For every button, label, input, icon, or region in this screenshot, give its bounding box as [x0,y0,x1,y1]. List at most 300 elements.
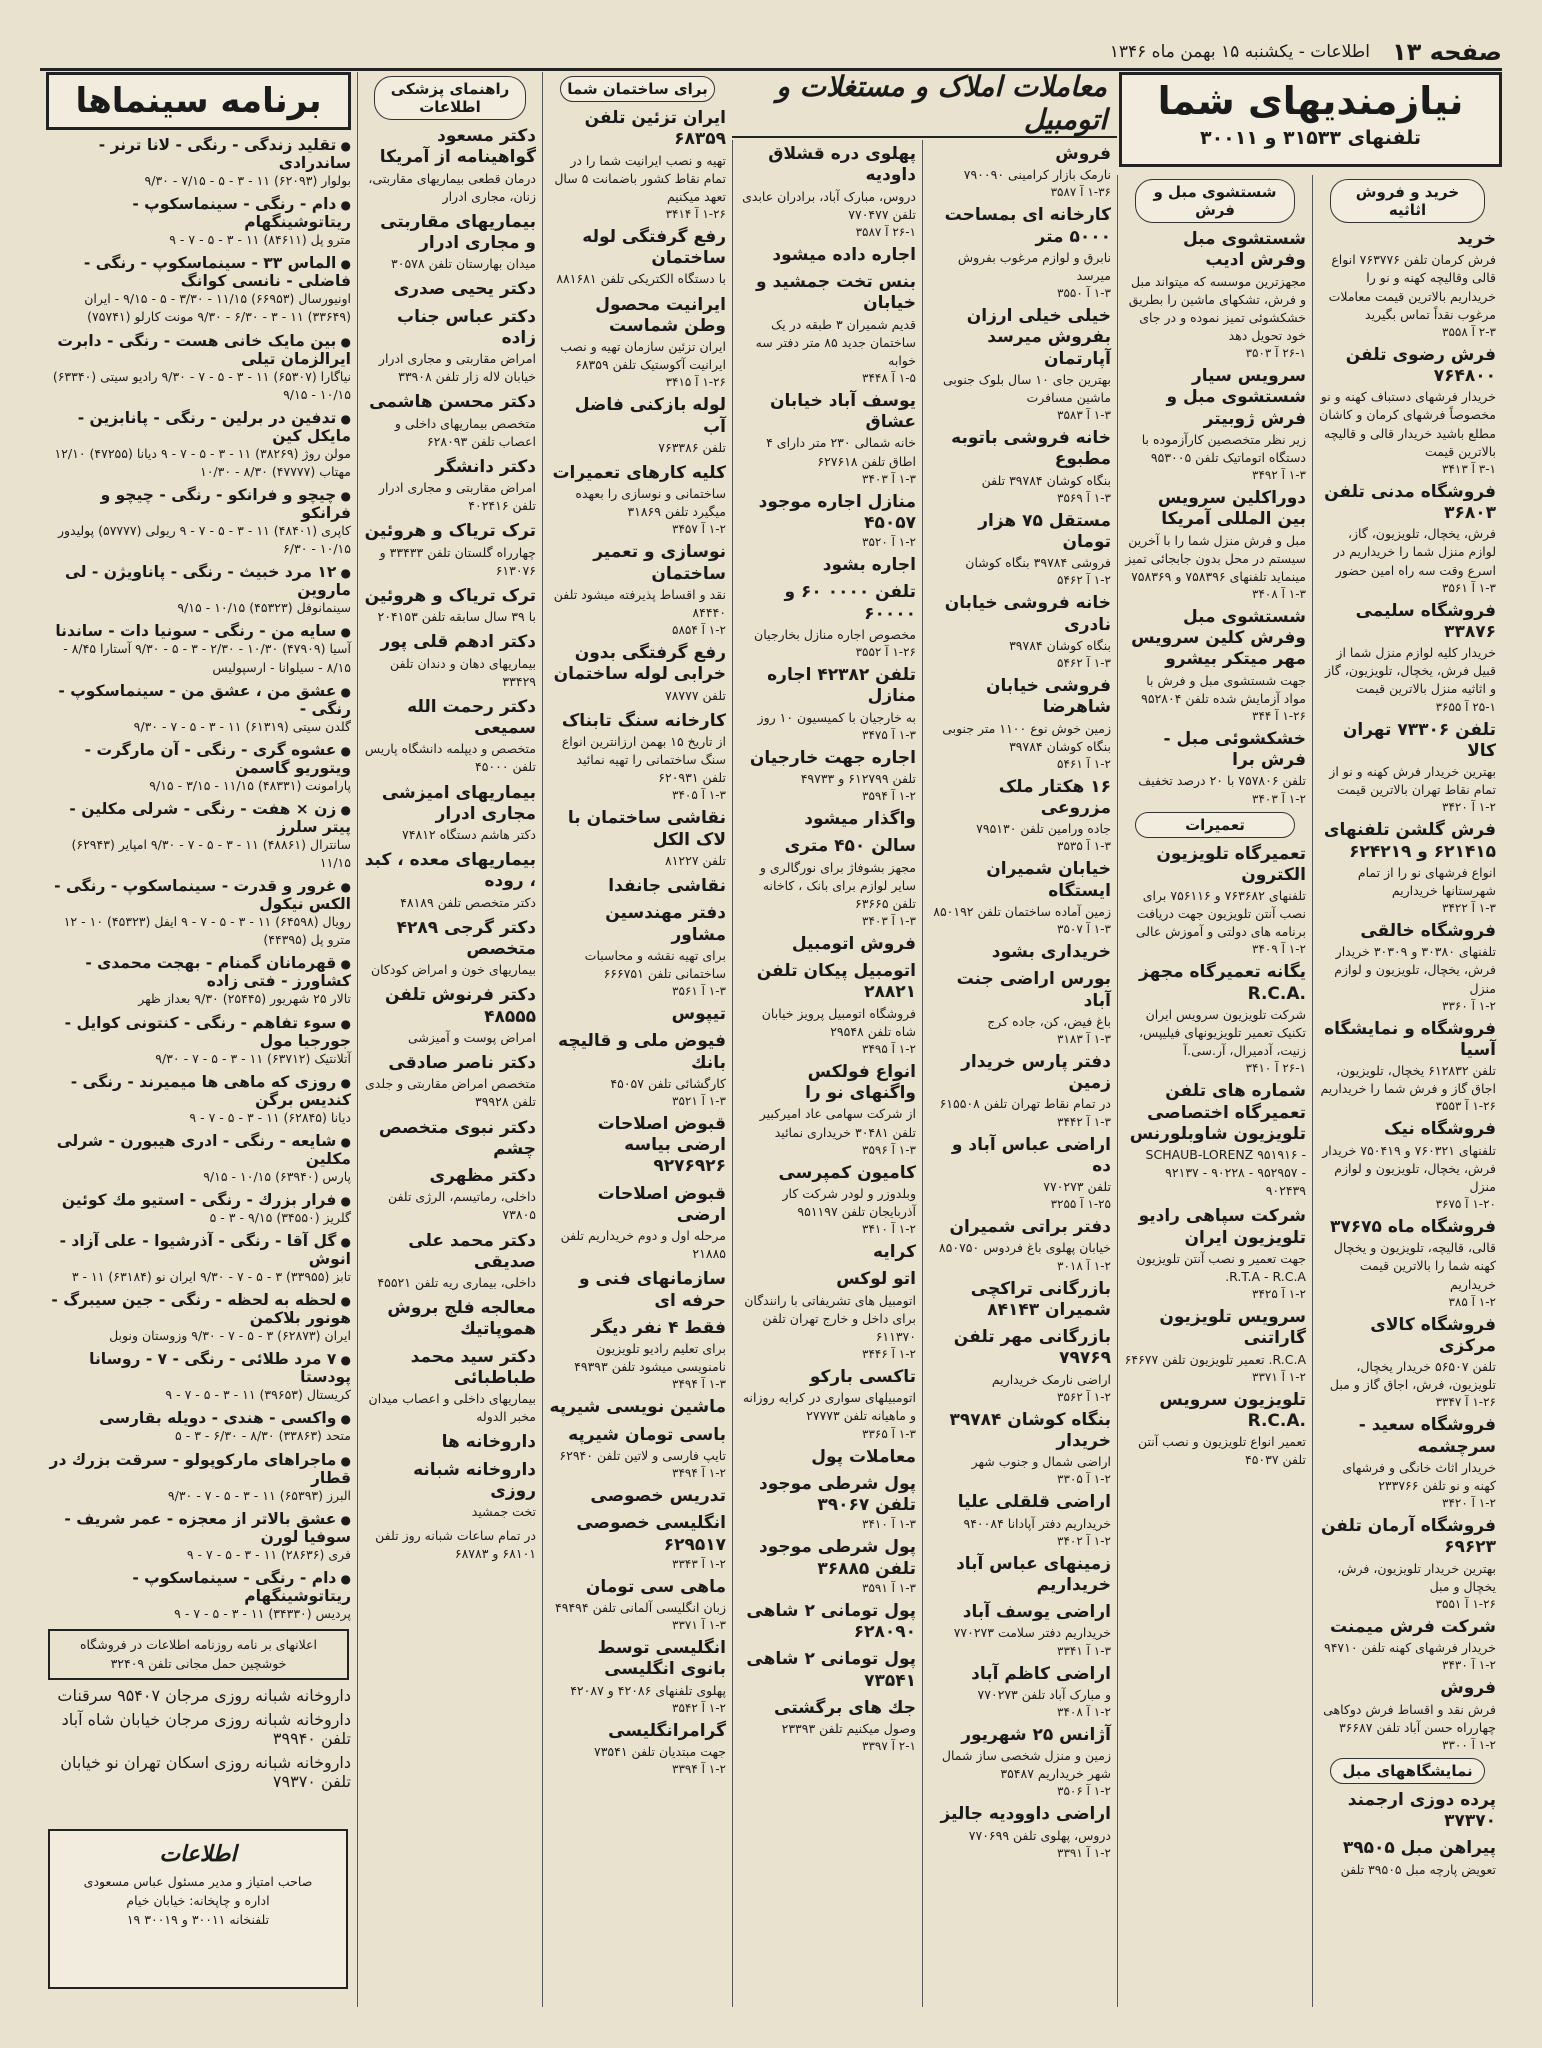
ad-text: دروس، پهلوی تلفن ۷۷۰۶۹۹ [968,1827,1111,1843]
ad-text: نقد و اقساط پذیرفته میشود تلفن ۸۴۴۴۰ [553,586,726,620]
film-showtimes: سانترال (۴۸۸۶۱) ۱۱ - ۳ - ۵ - ۷ - ۹/۳۰ امپایر (۶۲۹۴۳) ۱۱/۱۵ [71,836,351,870]
ad-title: کارخانه سنگ تابناک [561,710,726,731]
ad-text: خانه شمالی ۲۳۰ متر دارای ۴ اطاق تلفن ۶۲۷۶۱۸ [766,435,916,469]
ad-title: اجاره بشود [822,555,916,576]
classified-ad [549,1721,726,1776]
classified-ad [739,1269,916,1361]
film-showtimes: رویال (۶۴۵۹۸) ۱۱ - ۳ - ۵ - ۷ - ۹ ایفل (۴۵۳۲۳) ۱۰ - ۱۲ مترو پل (۴۴۳۹۵) [63,914,351,948]
ad-text: ساختمانی و نوسازی را بعهده میگیرد تلفن ۳۱۸۶۹ [575,486,726,520]
classified-ad [739,665,916,742]
ad-text: از شرکت سهامی عاد امیرکبیر تلفن ۳۰۴۸۱ خریداری نمائید [759,1106,916,1140]
ad-code: ۱-۳ آ ۳۵۶۹ [1057,490,1111,505]
ad-code: ۱-۲ آ ۳۴۰۸ [1057,1704,1111,1719]
ad-title: تیپوس [671,1004,726,1024]
classified-ad [1319,720,1496,815]
film-showtimes: پردیس (۳۴۳۳۰) ۱۱ - ۳ - ۵ - ۷ - ۹ [174,1605,351,1621]
realestate-title: معاملات املاک و مستغلات و اتومبیل [732,70,1117,138]
ad-code: ۱-۲ آ ۳۴۹۵ [862,1041,916,1056]
ad-text: امراض مقاربتی و مجاری ادرار خیابان لاله زار تلفن ۳۳۹۰۸ [378,351,536,385]
ad-text: نارمک بازار کرامینی ۷۹۰۰۹۰ [963,167,1111,183]
ad-code: ۱-۳۶ آ ۳۵۸۷ [1050,185,1111,200]
classified-ad [549,1269,726,1312]
classified-ad [364,850,536,912]
classified-ad [549,1425,726,1480]
classified-ad [1124,366,1306,482]
ad-title: تدریس خصوصی [590,1486,726,1506]
ad-text: تلفن ۶۱۲۸۳۲ یخچال، تلویزیون، اجاق گاز و فرش شما را خریداریم [1320,1063,1496,1097]
ad-title: بازرگانی مهر تلفن ۷۹۷۶۹ [953,1327,1111,1369]
ad-text: فرش کرمان تلفن ۷۶۳۷۷۶ انواع قالی وقالیچه کهنه و نو را خریداریم بالاترین قیمت معاملات مرغوب نقداً تماس بگیرید [1328,252,1496,322]
classified-ad [739,555,916,576]
section-heading: شستشوی مبل و فرش [1135,179,1294,223]
classified-ad [929,1492,1111,1547]
classified-ad [364,457,536,516]
classified-ad [739,391,916,486]
ad-text: تلفن ۷۷۰۲۷۳ [1043,1179,1111,1194]
ad-text: برای تهیه نقشه و محاسبات ساختمانی تلفن ۶۶۶۷۵۱ [584,947,726,981]
page-header [40,38,1502,66]
ad-title: اراضی داوودیه جالیز [940,1804,1111,1825]
ad-text: تهیه و نصب ایرانیت شما را در تمام نقاط کشور باضمانت ۵ سال تعهد میکنیم [554,152,726,204]
classified-ad [364,632,536,691]
ad-text: در تمام نقاط تهران تلفن ۶۱۵۵۰۸ [939,1096,1111,1112]
ad-title: فروشگاه سعید - سرچشمه [1358,1415,1496,1457]
ad-code: ۱-۲ آ ۳۵۶۲ [1057,1389,1111,1404]
ad-code: ۱-۲ آ ۳۴۹۴ [672,1466,726,1480]
ad-title: تلفن ۷۳۳۰۶ تهران کالا [1342,719,1496,761]
ad-title: جك های برگشتی [774,1697,916,1718]
ad-code: ۱-۳ آ ۳۴۹۲ [1252,468,1306,482]
classified-ad [549,227,726,289]
ad-code: ۱-۲ آ ۳۴۰۳ [1252,791,1306,806]
notice-box: اعلانهای بر نامه روزنامه اطلاعات در فروشگاه خوشچین حمل مجانی تلفن ۳۲۴۰۹ [48,1629,349,1681]
classified-ad [929,969,1111,1046]
film-title: ● غرور و قدرت - سینماسکوپ - رنگی - الکس نیکول [46,877,351,913]
ad-code: ۱-۲ آ ۳۴۲۵ [1252,1287,1306,1302]
classified-ad [929,676,1111,771]
ad-code: ۱-۳ آ ۳۵۶۱ [672,984,726,998]
ad-title: لوله بازکنی فاضل آب [574,395,726,437]
ad-title: بیماریهای مقاربتی و مجاری ادرار [380,211,536,253]
classified-ad [549,1184,726,1264]
classified-ad [1124,607,1306,723]
classified-ad [739,836,916,928]
classified-ad [1124,1307,1306,1384]
ad-title: دفتر براتی شمیران [949,1217,1111,1238]
cinema-listing [46,1350,351,1404]
cinema-listing [46,332,351,404]
ad-title: انگلیسی خصوصی ۶۲۹۵۱۷ [576,1513,726,1555]
ad-title: فروشگاه ماه ۳۷۶۷۵ [1330,1217,1496,1237]
ad-title: فیوض ملی و قالیچه بانك [558,1031,726,1073]
cinema-listing [46,1191,351,1227]
ad-text: زمین و منزل شخصی ساز شمال شهر خریداریم ۳۵۴۸۷ [941,1748,1111,1782]
ad-text: اتومبیلهای سواری در کرایه روزانه و ماهیانه تلفن ۲۷۷۷۳ [742,1390,916,1424]
ad-title: پرده دوزی ارجمند ۳۷۳۷۰ [1347,1789,1496,1831]
ad-text: جاده ورامین تلفن ۷۹۵۱۳۰ [976,821,1111,837]
ad-text: دکتر هاشم دستگاه ۷۴۸۱۲ [402,827,536,842]
column-building [542,72,732,2007]
ad-title: انواع فولکس واگنهای نو را [805,1061,916,1104]
ad-title: بنگاه کوشان ۳۹۷۸۴ خریدار [949,1409,1111,1451]
cinema-listing [46,409,351,481]
ad-title: بیماریهای امیزشی مجاری ادرار [381,782,536,824]
classified-ad [1319,482,1496,595]
classified-ad [549,1397,726,1418]
ad-title: خرید [1456,229,1496,249]
ad-code: ۱-۳ آ ۳۳۴۱ [1057,1643,1111,1658]
film-showtimes: فری (۲۸۶۳۶) ۱۱ - ۳ - ۵ - ۷ - ۹ [186,1546,351,1562]
ad-text: اتومبیل های تشریفاتی با رانندگان برای داخل و خارج تهران تلفن ۶۱۱۳۷۰ [744,1292,916,1344]
classified-ad [739,961,916,1056]
ad-code: ۱-۲۶ آ ۳۵۵۲ [855,645,916,659]
ad-title: دکتر نبوی متخصص چشم [378,1117,536,1159]
classified-ad [929,1327,1111,1404]
ad-text: SCHAUB-LORENZ ۹۵۱۹۱۶ - ۹۲۱۳۷ - ۹۰۲۲۸ - ۹۵۲۹۵۷ - ۹۰۲۴۳۹ [1145,1147,1306,1199]
banner-phones: تلفنهای ۳۱۵۳۳ و ۳۰۰۱۱ [1199,127,1422,149]
column-buy-sell [1312,175,1502,2007]
ad-text: تعمیر انواع تلویزیون و نصب آنتن تلفن ۴۵۰۳۷ [1137,1434,1306,1468]
classified-ad [739,809,916,830]
ad-title: مستقل ۷۵ هزار تومان [978,510,1111,552]
classified-ad [739,1163,916,1237]
film-showtimes: مترو پل (۸۴۶۱۱) ۱۱ - ۳ - ۵ - ۷ - ۹ [169,232,351,248]
ad-text: مبل و فرش منزل شما را با آخرین سیستم در محل بدون جابجائی تمیز مینماید تلفنهای ۷۵۸۳۹۶ و ۷۵۸۳۶۹ [1125,532,1306,584]
ad-text: قالی، قالیچه، تلویزیون و یخچال کهنه شما را بالاترین قیمت خریداریم [1333,1240,1496,1292]
section-heading: راهنمای پزشکی اطلاعات [374,76,525,120]
cinema-listing [46,1232,351,1286]
ad-title: سرویس سیار شستشوی مبل و فرش ژوبیتر [1166,366,1306,429]
classified-ad [739,1649,916,1692]
ad-text: بیماریهای دهان و دندان تلفن ۳۳۴۲۹ [390,655,536,689]
classified-ad [1319,1119,1496,1211]
ad-title: بازرگانی تراکچی شمیران ۸۴۱۴۳ [970,1278,1111,1320]
classified-ad [1319,921,1496,1013]
column-medical [357,72,542,2007]
ad-text: بنگاه کوشان ۳۹۷۸۴ تلفن [981,472,1111,488]
cinema-listing [46,195,351,249]
ad-title: فرش گلشن تلفنهای ۶۲۱۴۱۵ و ۶۲۴۲۱۹ [1323,820,1496,862]
publication-line: اطلاعات - یکشنبه ۱۵ بهمن ماه ۱۳۴۶ [1109,42,1371,62]
ad-text: R.C.A. تعمیر تلویزیون تلفن ۶۴۶۷۷ [1124,1351,1306,1367]
ad-text: تایپ فارسی و لاتین تلفن ۶۲۹۴۰ [559,1447,726,1463]
ad-text: خریداریم دفتر سلامت ۷۷۰۲۷۳ [953,1625,1111,1641]
ad-code: ۱-۲ آ ۳۴۵۷ [672,522,726,537]
ad-text: جهت تعمیر و نصب آنتن تلویزیون R.T.A - R.C.A. [1136,1250,1306,1284]
realestate-title-block [732,72,1117,136]
ad-text: اراضی شمال و جنوب شهر [971,1454,1111,1470]
ad-code: ۲۶-۱ آ ۳۵۰۳ [1245,346,1306,360]
ad-title: دفتر مهندسین مشاور [605,903,726,945]
ad-text: بهترین جای ۱۰ سال بلوک جنوبی ماشین مسافرت [942,371,1111,405]
ad-title: دکتر ناصر صادقی [388,1053,536,1073]
ad-title: پیراهن مبل ۳۹۵۰۵ [1342,1838,1496,1859]
classified-ad [929,205,1111,300]
ad-code: ۱-۲۶ آ ۳۳۴۷ [1435,1395,1496,1410]
film-title: ● ۱۲ مرد خبیث - رنگی - پاناویژن - لی ماروین [46,563,351,599]
ad-text: دروس، مبارک آباد، برادران عابدی تلفن ۷۷۰۴۷۷ [742,188,916,222]
ad-title: اراضی کاظم آباد [971,1663,1111,1684]
ad-code: ۱-۲ آ ۵۴۶۲ [1057,573,1111,588]
ad-title: فروشگاه آرمان تلفن ۶۹۶۲۳ [1320,1516,1496,1558]
classified-ad [739,1474,916,1532]
film-title: ● فرار بزرك - رنگی - استیو مك كوئین [46,1191,351,1209]
film-title: ● بین مایک خانی هست - رنگی - دابرت ایرالزمان تیلی [46,332,351,368]
ad-title: فروشگاه نیک [1384,1119,1496,1140]
ad-text: مخصوص اجاره منازل بخارجیان [754,626,916,642]
ad-code: ۱-۲۶ آ ۳۵۵۳ [1435,1099,1496,1114]
classified-ad [364,1347,536,1427]
classified-ad [739,1242,916,1263]
classified-ad [364,212,536,274]
ad-text: پهلوی تلفنهای ۴۲۰۸۶ و ۴۲۰۸۷ [570,1682,726,1698]
ad-code: ۱-۳ آ ۳۵۵۰ [1057,286,1111,301]
ad-title: فروشگاه خالقی [1360,921,1496,941]
ad-text: مجهز بشوفاژ برای نورگالری و سایر لوازم برای بانک ، کاخانه تلفن ۶۳۶۶۵ [759,859,916,911]
ad-text: جهت شستشوی مبل و فرش با مواد آزمایش شده تلفن ۹۵۲۸۰۴ [1141,672,1306,706]
ad-title: معاملات پول [811,1446,916,1467]
classified-ad [364,586,536,626]
cinema-listing [46,1569,351,1623]
classified-ad [739,748,916,803]
ad-title: اتومبیل پیکان تلفن ۲۸۸۲۱ [756,961,916,1003]
ad-code: ۱-۳ آ ۳۴۰۳ [862,913,916,928]
ad-title: دکتر محمد علی صدیقی [408,1230,536,1272]
ad-title: کارخانه ای بمساحت ۵۰۰۰ متر [944,205,1111,247]
ad-text: زیر نظر متخصصین کارآزموده با دستگاه اتوماتیک تلفن ۹۵۳۰۰۵ [1141,431,1306,465]
ad-text: بیماریهای داخلی و اعصاب میدان مخبر الدوله [368,1391,536,1425]
ad-title: دکتر رحمت الله سمیعی [407,696,536,738]
classified-ad [1124,844,1306,957]
ad-code: ۱-۲ آ ۳۵۴۲ [672,1700,726,1715]
classified-ad [929,942,1111,963]
cinema-listing [46,741,351,795]
classified-ad [739,582,916,659]
ad-title: دکتر گرجی ۴۲۸۹ متخصص [396,917,536,959]
cinema-listing [46,1291,351,1345]
ad-title: تلفن ۴۲۳۸۲ اجاره منازل [767,665,916,707]
film-showtimes: آسیا (۴۷۹۰۹) ۱۰/۳۰ - ۲/۳۰ - ۳ - ۵ - ۹/۳۰ آستارا ۸/۴۵ - ۸/۱۵ - سیلوانا - ارسپولیس [63,641,351,675]
ad-text: از تاریخ ۱۵ بهمن ارزانترین انواع سنگ ساختمانی را تهیه نمائید تلفن ۶۲۰۹۳۱ [561,734,726,786]
ad-text: درمان قطعی بیماریهای مقاربتی، زنان، مجاری ادرار [368,170,536,204]
masthead-lines [60,1873,336,1929]
classified-ad [1319,1790,1496,1833]
ad-code: ۱-۲ آ ۳۳۷۱ [1252,1369,1306,1384]
film-showtimes: کریستال (۳۹۶۵۳) ۱۱ - ۳ - ۵ - ۷ - ۹ [165,1387,351,1403]
ad-title: تلفن ۰۰۰۰ ۶۰ و ۶۰۰۰۰ [784,582,916,624]
ad-title: تلویزیون سرویس .R.C.A [1159,1389,1306,1431]
ad-title: سرویس تلویزیون گاراتنی [1159,1307,1306,1349]
ad-code: ۱-۲۰ آ ۳۶۷۵ [1435,1197,1496,1211]
ad-title: ترک تریاک و هروئین [364,521,536,542]
classified-ad [739,245,916,266]
ad-title: فروش اتومبیل [791,933,916,954]
ad-code: ۱-۲۶ آ ۳۴۱۵ [665,375,726,390]
ad-text: ایران تزئین سازمان تهیه و نصب ایرانیت آکوستیک تلفن ۶۸۳۵۹ [560,339,726,373]
cinema-listing [46,1073,351,1127]
classified-ad [929,1554,1111,1597]
ad-title: نقاشی جانفدا [608,876,726,896]
film-title: ● سوء تفاهم - رنگی - کنتونی کوایل - جورجیا مول [46,1014,351,1050]
classified-ad [1319,1617,1496,1672]
ad-text: خریدار فرشهای دستباف کهنه و نو مخصوصاً فرشهای کرمان و کاشان مطلع باشید خریدار قالی و قالیچه بالاترین قیمت [1319,389,1496,459]
classified-ad [549,643,726,705]
film-title: ● عشوه گری - رنگی - آن مارگرت - ویتوریو گاسمن [46,741,351,777]
classified-ad [929,1804,1111,1859]
classified-ad [1319,1678,1496,1752]
ad-title: نقاشی ساختمان با لاک الکل [567,808,726,850]
ad-title: ایرانیت محصول وطن شماست [595,294,726,336]
cinema-listing [46,1132,351,1186]
ad-title: شماره های تلفن تعمیرگاه اختصاصی تلویزیون شاوبلورنس [1129,1081,1306,1144]
section-heading: برای ساختمان شما [560,76,715,102]
classified-ad [929,144,1111,199]
ad-text: تلفنهای ۳۰۳۸۰ و ۳۰۳۰۹ خریدار فرش، یخچال، تلویزیون و لوازم منزل [1334,944,1496,996]
ad-code: ۱-۲ آ ۵۸۵۴ [672,623,726,638]
classified-ad [1124,1390,1306,1470]
classified-ad [364,985,536,1047]
film-title: ● دام - رنگی - سینماسکوپ - ریتاتوشینگهام [46,195,351,231]
ad-text: مرحله اول و دوم خریداریم تلفن ۲۱۸۸۵ [560,1228,726,1262]
classified-ad [739,1698,916,1753]
ad-code: ۱-۳ آ ۳۳۶۵ [862,1426,916,1441]
film-title: ● الماس ۳۳ - سینماسکوپ - رنگی - فاضلی - نانسی کوانگ [46,254,351,290]
classified-ad [1124,488,1306,601]
ad-text: شرکت تلویزیون سرویس ایران تکنیک تعمیر تلویزیونهای فیلیپس، زنیت، آدمیرال، آر.سی.آ [1138,1006,1306,1059]
classified-ad [364,783,536,845]
ad-title: دکتر مسعود گواهینامه از آمریکا [379,126,536,168]
ad-title: یگانه تعمیرگاه مجهز .R.C.A [1139,962,1306,1004]
classified-ad [549,1577,726,1632]
cinema-listing [46,1409,351,1445]
film-showtimes: سینمانوفل (۴۵۳۲۳) ۱۰/۱۵ - ۹/۱۵ [177,600,351,616]
film-title: ● شایعه - رنگی - ادری هیبورن - شرلی مکلین [46,1132,351,1168]
ad-title: نوسازی و تعمیر ساختمان [593,542,726,584]
ad-title: داروخانه شبانه روزی [413,1459,536,1501]
ad-text: انواع فرشهای نو را از تمام شهرستانها خریداریم [1357,864,1496,898]
ad-title: اراضی قلقلی علیا [957,1492,1111,1513]
ad-title: گرامرانگلیسی [608,1720,726,1741]
ad-title: سازمانهای فنی و حرفه ای [578,1269,726,1311]
classified-ad [1124,229,1306,360]
film-title: ● چیچو و فرانکو - رنگی - چیچو و فرانکو [46,486,351,522]
film-showtimes: البرز (۶۵۳۹۳) ۱۱ - ۳ - ۵ - ۷ - ۹/۳۰ [167,1487,351,1503]
classified-ad [549,295,726,390]
ad-code: ۱-۳ آ ۳۵۸۳ [1057,408,1111,423]
ad-text: بیماریهای خون و امراض کودکان [370,962,536,978]
classified-ad [364,392,536,451]
classified-ad [549,711,726,803]
ad-title: دکتر عباس جناب زاده [396,306,536,348]
ad-title: بیماریهای معده ، کبد ، روده [364,850,536,892]
classified-ad [549,1031,726,1108]
ad-title: پول شرطی موجود تلفن ۳۶۸۸۵ [759,1537,916,1579]
ad-code: ۱-۲ آ ۳۳۹۱ [1057,1845,1111,1860]
ad-code: ۱-۲ آ ۳۳۹۴ [672,1762,726,1777]
ad-title: کلیه کارهای تعمیرات [552,462,726,483]
classified-ad [549,463,726,537]
ad-title: یوسف آباد خیابان عشاق [769,390,916,433]
ad-text: بهترین خریدار فرش کهنه و نو از تمام نقاط تهران بالاترین قیمت [1329,764,1496,798]
classified-ad [549,542,726,637]
classified-ad [929,1279,1111,1322]
classified-ad [1319,1217,1496,1309]
ad-text: زمین آماده ساختمان تلفن ۸۵۰۱۹۲ [933,903,1111,919]
ad-text: تلفن ۷۵۷۸۰۶ با ۲۰ درصد تخفیف [1138,773,1306,789]
classified-ad [364,1432,536,1453]
pharmacy-item: داروخانه شبانه روزی اسکان تهران نو خیابان تلفن ۷۹۳۷۰ [60,1753,351,1792]
ad-text: چهارراه گلستان تلفن ۳۳۴۳۳ و ۶۱۳۰۷۶ [379,544,536,578]
film-title: ● زن × هفت - رنگی - شرلی مکلین - پیتر سلرز [46,800,351,836]
ad-code: ۱-۳ آ ۳۵۹۱ [862,1580,916,1595]
classified-ad [929,306,1111,422]
ad-code: ۱-۲ آ ۳۰۱۸ [1057,1258,1111,1273]
classified-ad [364,1298,536,1341]
ad-text: وبلدوزر و لودر شرکت کار آذربایجان تلفن ۹۵۱۱۹۷ [782,1185,916,1219]
ad-title: دکتر ادهم قلی پور [380,632,536,653]
ad-code: ۱-۳ آ ۳۵۳۵ [1057,839,1111,854]
ad-text: خیابان پهلوی باغ فردوس ۸۵۰۷۵۰ [938,1240,1111,1256]
ad-code: ۱-۳ آ ۳۴۰۸ [1252,586,1306,601]
classified-ad [739,1367,916,1441]
film-title: ● ماجراهای مارکوپولو - سرقت بزرك در قطار [46,1451,351,1487]
ad-title: فروش [1055,144,1111,164]
ad-code: ۱-۲ آ ۳۴۳۰ [1442,1658,1496,1673]
ad-text: نابرق و لوازم مرغوب بفروش میرسد [957,249,1111,283]
cinema-listing [46,622,351,676]
column-realestate-left [732,140,922,2007]
ad-title: شرکت سپاهی رادیو تلویزیون ایران [1138,1206,1306,1248]
ad-code: ۱-۲ آ ۳۴۰۲ [1057,1533,1111,1548]
ad-text: فروشگاه اتومبیل پرویز خیابان شاه تلفن ۲۹۵۴۸ [761,1005,916,1039]
ad-code: ۲-۳ آ ۳۵۵۸ [1442,324,1496,339]
film-title: ● قهرمانان گمنام - بهجت محمدی - کشاورز - فتی زاده [46,954,351,990]
ad-text: با دستگاه الکتریکی تلفن ۸۸۱۶۸۱ [556,271,726,287]
classified-ad [364,307,536,387]
ad-title: فقط ۴ نفر دیگر [591,1317,726,1338]
ad-code: ۳-۱ آ ۳۴۱۳ [1442,461,1496,476]
classified-ad [1319,1415,1496,1510]
ad-code: ۱-۲ آ ۳۴۲۰ [1442,1496,1496,1511]
classified-ad [929,1664,1111,1719]
ad-title: خشکشوئی مبل - فرش برا [1163,728,1306,771]
ad-title: خیلی خیلی ارزان بفروش میرسد آپارتمان [966,306,1111,369]
section-heading: نمایشگاههای مبل [1330,1758,1485,1784]
classified-ad [739,934,916,955]
ad-text: متخصص و دیپلمه دانشگاه پاریس تلفن ۴۵۰۰۰ [364,741,536,775]
ad-code: ۱-۳ آ ۳۴۹۴ [672,1377,726,1392]
ad-title: ماهی سی تومان [585,1576,726,1597]
ad-text: بهترین خریدار تلویزیون، فرش، یخچال و مبل [1337,1560,1496,1594]
film-showtimes: گلدن سیتی (۶۱۳۱۹) ۱۱ - ۳ - ۵ - ۷ - ۹/۳۰ [133,718,351,734]
ad-title: رفع گرفتگی بدون خرابی لوله ساختمان [553,643,726,685]
ad-text: تلفنهای ۷۶۳۶۸۲ و ۷۵۶۱۱۶ برای نصب آنتن تلویزیون جهت دریافت برنامه های دولتی و آموزش عالی [1135,888,1306,940]
masthead-line: اداره و چاپخانه: خیابان خیام [126,1892,270,1908]
ad-text: داخلی، رماتیسم، الرژی تلفن ۷۳۸۰۵ [387,1189,536,1223]
classified-ad [929,511,1111,588]
classified-ad [739,272,916,385]
cinema-listing [46,1014,351,1068]
ad-text: فرش نقد و اقساط فرش دوکاهی چهارراه حسن آباد تلفن ۳۶۶۸۷ [1323,1701,1496,1735]
masthead-box [48,1829,348,1989]
ad-code: ۱-۳ آ ۵۴۶۲ [1057,656,1111,670]
classified-ad [929,1725,1111,1799]
classified-ad [929,777,1111,854]
ad-code: ۱-۲ آ ۳۸۵ [1448,1294,1496,1309]
ad-title: دکتر سید محمد طباطبائی [410,1346,536,1388]
classified-ad [1124,962,1306,1075]
ad-text: تعویض پارچه مبل ۳۹۵۰۵ تلفن [1340,1861,1496,1877]
